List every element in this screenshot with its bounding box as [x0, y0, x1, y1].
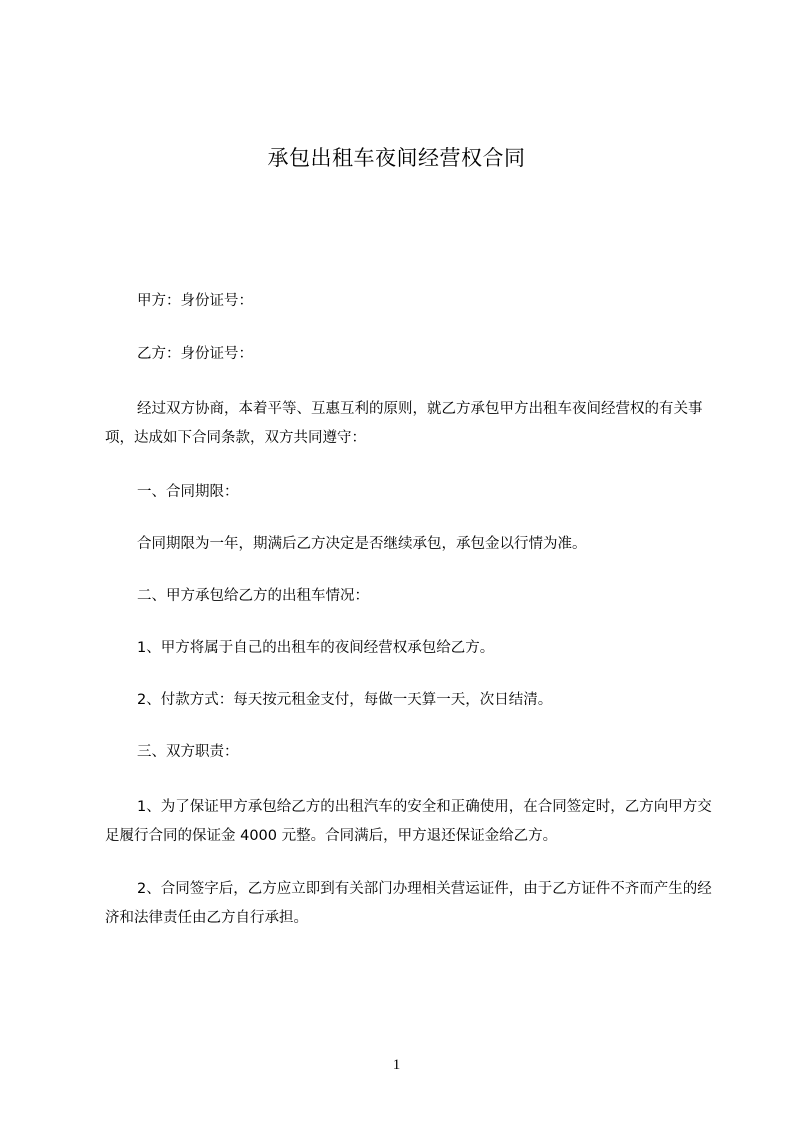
section-2-item-2: 2、付款方式：每天按元租金支付，每做一天算一天，次日结清。 — [137, 692, 553, 708]
section-1-text: 合同期限为一年，期满后乙方决定是否继续承包，承包金以行情为准。 — [137, 536, 587, 552]
document-title: 承包出租车夜间经营权合同 — [267, 146, 526, 170]
party-a-line: 甲方：身份证号： — [137, 293, 253, 309]
section-2-heading: 二、甲方承包给乙方的出租车情况： — [137, 588, 369, 604]
party-b-line: 乙方：身份证号： — [137, 346, 253, 362]
page-number: 1 — [392, 1057, 401, 1073]
section-3-heading: 三、双方职责： — [137, 744, 239, 760]
section-3-item-2: 2、合同签字后，乙方应立即到有关部门办理相关营运证件，由于乙方证件不齐而产生的经济和法律责任由乙方自行承担。 — [105, 881, 712, 926]
section-2-item-1: 1、甲方将属于自己的出租车的夜间经营权承包给乙方。 — [137, 640, 495, 656]
section-1-heading: 一、合同期限： — [137, 484, 239, 500]
section-3-item-1: 1、为了保证甲方承包给乙方的出租汽车的安全和正确使用，在合同签定时，乙方向甲方交足履行合同的保证金 4000 元整。合同满后，甲方退还保证金给乙方。 — [105, 799, 712, 844]
intro-paragraph: 经过双方协商，本着平等、互惠互利的原则，就乙方承包甲方出租车夜间经营权的有关事项，达成如下合同条款，双方共同遵守： — [105, 401, 703, 446]
